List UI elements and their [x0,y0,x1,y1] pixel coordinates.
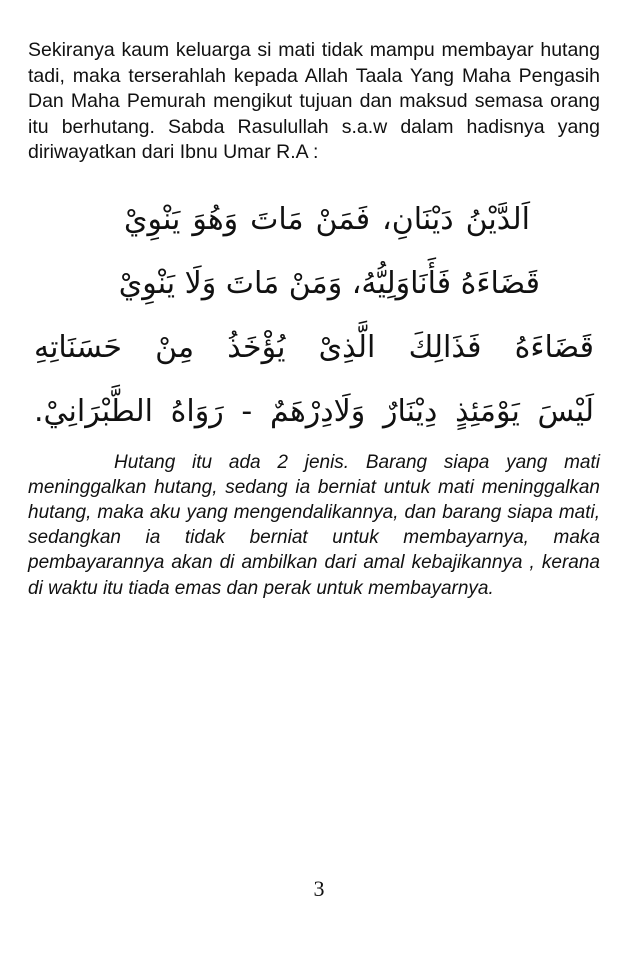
intro-paragraph: Sekiranya kaum keluarga si mati tidak mampu membayar hutang tadi, maka terserahlah kepada Allah Taala Yang Maha Pengasih Dan Maha Pemurah mengikut tujuan dan maksud semasa orang itu berhutang. Sabda Rasulullah s.a.w dalam hadisnya yang diriwayatkan dari Ibnu Umar R.A : [28,39,600,163]
hadith-line: اَلدَّيْنُ دَيْنَانِ، فَمَنْ مَاتَ وَهُوَ يَنْوِيْ [124,201,530,237]
hadith-line: قَضَاءَهُ فَذَالِكَ الَّذِىْ يُؤْخَذُ مِنْ حَسَنَاتِهِ [34,329,594,365]
translation-paragraph: Hutang itu ada 2 jenis. Barang siapa yang mati meninggalkan hutang, sedang ia berniat untuk mati meninggalkan hutang, maka aku yang mengendalikannya, dan barang siapa mati, sedangkan ia tidak berniat untuk membayarnya, maka pembayarannya akan di ambilkan dari amal kebajikannya , kerana di waktu itu tiada emas dan perak untuk membayarnya. [28,451,600,599]
page-content [28,38,600,601]
hadith-arabic [28,188,600,444]
hadith-line: قَضَاءَهُ فَأَنَاوَلِيُّهُ، وَمَنْ مَاتَ وَلَا يَنْوِيْ [118,265,540,301]
hadith-line: لَيْسَ يَوْمَئِذٍ دِيْنَارٌ وَلَادِرْهَمٌ - رَوَاهُ الطَّبْرَانِيْ. [34,393,594,429]
page-number: 3 [313,876,325,901]
